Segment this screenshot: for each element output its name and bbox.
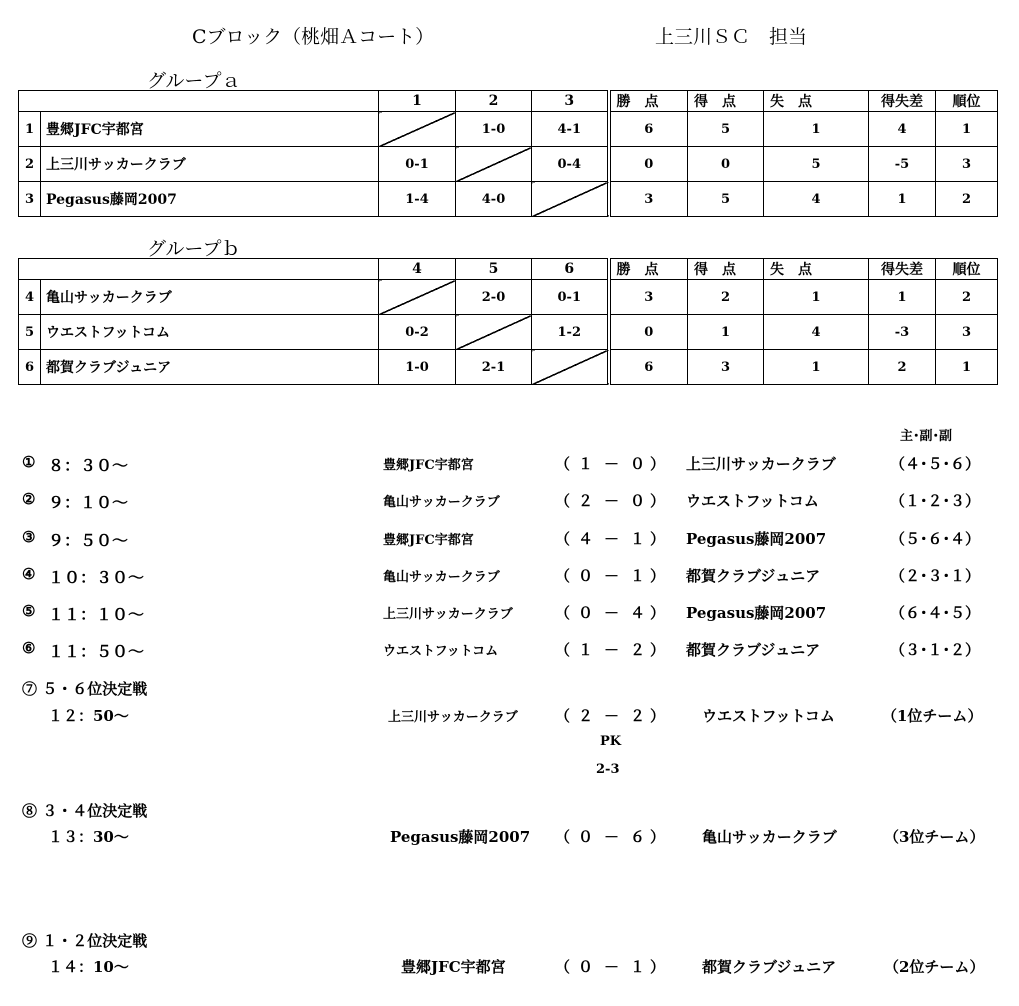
referee-assignment: （４･５･６） [890,455,981,473]
match-time: １１：５０～ [48,642,145,661]
referee-assignment: （２･３･１） [890,567,981,585]
score-close-paren: ） [650,567,666,585]
result-cell: 1-4 [379,182,456,217]
score-dash: － [604,641,620,659]
score-dash: － [604,492,620,510]
away-team: Pegasus藤岡2007 [686,604,827,622]
score-close-paren: ） [650,455,666,473]
goals-against-cell: 1 [764,350,869,385]
final-referee: （3位チーム） [884,828,985,846]
result-cell: 0-4 [532,147,609,182]
rank-cell: 2 [936,182,998,217]
match-time: １０：３０～ [48,568,145,587]
header-points: 勝 点 [609,259,688,280]
points-cell: 6 [609,112,688,147]
goals-for-cell: 1 [688,315,764,350]
result-cell: 2-1 [456,350,532,385]
score-open-paren: （ [555,455,571,473]
result-cell: 0-2 [379,315,456,350]
score-close-paren: ） [650,641,666,659]
team-number: 6 [19,350,41,385]
match-number: ① [22,453,36,471]
diagonal-cell [532,182,609,217]
result-cell: 4-1 [532,112,609,147]
final-away-score: ６ [630,828,646,846]
goals-for-cell: 2 [688,280,764,315]
final-label: ⑧ ３・４位決定戦 [22,802,148,820]
score-open-paren: （ [555,707,571,725]
match-number: ⑤ [22,602,36,620]
team-name: 亀山サッカークラブ [41,280,379,315]
result-cell: 1-2 [532,315,609,350]
score-open-paren: （ [555,958,571,976]
final-time: １３：30～ [48,828,129,846]
goal-diff-cell: -5 [869,147,936,182]
header-goals-for: 得 点 [688,91,764,112]
final-home-team: 豊郷JFC宇都宮 [401,958,506,976]
header-goal-diff: 得失差 [869,259,936,280]
result-cell: 4-0 [456,182,532,217]
final-home-score: ０ [578,958,594,976]
header-rank: 順位 [936,259,998,280]
rank-cell: 1 [936,350,998,385]
final-label: ⑨ １・２位決定戦 [22,932,148,950]
team-name: 豊郷JFC宇都宮 [41,112,379,147]
table-header-row [19,259,998,280]
rank-cell: 3 [936,315,998,350]
header-col-1: 1 [379,91,456,112]
home-team: 豊郷JFC宇都宮 [383,533,474,548]
group-b-table [18,258,998,385]
pk-label: PK [600,734,622,749]
home-team: 上三川サッカークラブ [383,607,513,622]
away-team: ウエストフットコム [686,492,819,510]
score-dash: － [604,455,620,473]
goal-diff-cell: 1 [869,182,936,217]
score-close-paren: ） [650,828,666,846]
header-col-2: 2 [456,91,532,112]
points-cell: 0 [609,315,688,350]
header-blank [19,259,379,280]
goals-for-cell: 5 [688,112,764,147]
points-cell: 0 [609,147,688,182]
header-col-4: 4 [379,259,456,280]
home-score: ２ [578,492,594,510]
final-home-score: ２ [578,707,594,725]
final-time: １２：50～ [48,707,129,725]
result-cell: 1-0 [379,350,456,385]
score-dash: － [604,530,620,548]
score-open-paren: （ [555,828,571,846]
table-row [19,315,998,350]
score-dash: － [604,567,620,585]
score-open-paren: （ [555,567,571,585]
table-row [19,112,998,147]
result-cell: 0-1 [379,147,456,182]
away-score: ４ [630,604,646,622]
away-team: 都賀クラブジュニア [686,641,821,659]
points-cell: 6 [609,350,688,385]
final-time: １４：10～ [48,958,129,976]
goal-diff-cell: 1 [869,280,936,315]
score-dash: － [604,828,620,846]
final-home-team: 上三川サッカークラブ [388,710,518,725]
score-open-paren: （ [555,530,571,548]
final-away-team: 都賀クラブジュニア [702,958,837,976]
away-score: ０ [630,492,646,510]
group-b-label: グループｂ [147,238,241,260]
match-number: ③ [22,528,36,546]
score-dash: － [604,604,620,622]
points-cell: 3 [609,280,688,315]
table-row [19,280,998,315]
header-goals-against: 失 点 [764,91,869,112]
final-away-team: ウエストフットコム [702,707,835,725]
header-blank [19,91,379,112]
final-label: ⑦ ５・６位決定戦 [22,680,148,698]
rank-cell: 3 [936,147,998,182]
goals-against-cell: 1 [764,112,869,147]
away-team: 都賀クラブジュニア [686,567,821,585]
home-team: 豊郷JFC宇都宮 [383,458,474,473]
group-a-label: グループａ [147,70,241,92]
diagonal-cell [456,315,532,350]
final-home-score: ０ [578,828,594,846]
group-a-table [18,90,998,217]
header-col-6: 6 [532,259,609,280]
referee-header: 主･副･副 [900,429,953,444]
home-team: 亀山サッカークラブ [383,570,500,585]
score-close-paren: ） [650,707,666,725]
referee-assignment: （５･６･４） [890,530,981,548]
away-score: １ [630,530,646,548]
final-away-score: ２ [630,707,646,725]
points-cell: 3 [609,182,688,217]
header-goals-for: 得 点 [688,259,764,280]
score-close-paren: ） [650,530,666,548]
result-cell: 2-0 [456,280,532,315]
diagonal-cell [532,350,609,385]
goals-against-cell: 4 [764,315,869,350]
away-team: Pegasus藤岡2007 [686,530,827,548]
home-score: １ [578,641,594,659]
match-time: ９：１０～ [48,493,129,512]
final-referee: （2位チーム） [884,958,985,976]
team-name: 都賀クラブジュニア [41,350,379,385]
goals-for-cell: 0 [688,147,764,182]
final-away-team: 亀山サッカークラブ [702,828,837,846]
home-score: ０ [578,567,594,585]
block-title: Cブロック（桃畑Ａコート） [192,26,435,48]
diagonal-cell [379,112,456,147]
team-number: 2 [19,147,41,182]
header-col-3: 3 [532,91,609,112]
header-points: 勝 点 [609,91,688,112]
rank-cell: 2 [936,280,998,315]
diagonal-cell [456,147,532,182]
home-score: ４ [578,530,594,548]
goals-against-cell: 5 [764,147,869,182]
final-away-score: １ [630,958,646,976]
score-open-paren: （ [555,492,571,510]
table-row [19,350,998,385]
team-name: ウエストフットコム [41,315,379,350]
score-dash: － [604,707,620,725]
home-score: ０ [578,604,594,622]
away-team: 上三川サッカークラブ [686,455,836,473]
table-header-row [19,91,998,112]
team-number: 1 [19,112,41,147]
goal-diff-cell: -3 [869,315,936,350]
match-time: ９：５０～ [48,531,129,550]
away-score: １ [630,567,646,585]
match-number: ④ [22,565,36,583]
score-open-paren: （ [555,604,571,622]
header-rank: 順位 [936,91,998,112]
result-cell: 0-1 [532,280,609,315]
pk-score: 2-3 [596,762,620,777]
team-number: 5 [19,315,41,350]
match-time: １１：１０～ [48,605,145,624]
home-team: 亀山サッカークラブ [383,495,500,510]
score-close-paren: ） [650,958,666,976]
match-number: ② [22,490,36,508]
away-score: ０ [630,455,646,473]
header-goals-against: 失 点 [764,259,869,280]
goals-against-cell: 1 [764,280,869,315]
table-row [19,147,998,182]
manager-label: 上三川ＳＣ 担当 [655,26,808,48]
goals-for-cell: 3 [688,350,764,385]
result-cell: 1-0 [456,112,532,147]
team-name: 上三川サッカークラブ [41,147,379,182]
team-name: Pegasus藤岡2007 [41,182,379,217]
team-number: 3 [19,182,41,217]
score-close-paren: ） [650,604,666,622]
score-open-paren: （ [555,641,571,659]
final-home-team: Pegasus藤岡2007 [390,828,531,846]
goals-for-cell: 5 [688,182,764,217]
referee-assignment: （１･２･３） [890,492,981,510]
referee-assignment: （３･１･２） [890,641,981,659]
goal-diff-cell: 2 [869,350,936,385]
header-col-5: 5 [456,259,532,280]
home-team: ウエストフットコム [383,644,499,659]
team-number: 4 [19,280,41,315]
score-close-paren: ） [650,492,666,510]
goal-diff-cell: 4 [869,112,936,147]
score-dash: － [604,958,620,976]
match-number: ⑥ [22,639,36,657]
referee-assignment: （６･４･５） [890,604,981,622]
away-score: ２ [630,641,646,659]
home-score: １ [578,455,594,473]
rank-cell: 1 [936,112,998,147]
header-goal-diff: 得失差 [869,91,936,112]
final-referee: （1位チーム） [882,707,983,725]
table-row [19,182,998,217]
goals-against-cell: 4 [764,182,869,217]
match-time: ８：３０～ [48,456,129,475]
diagonal-cell [379,280,456,315]
